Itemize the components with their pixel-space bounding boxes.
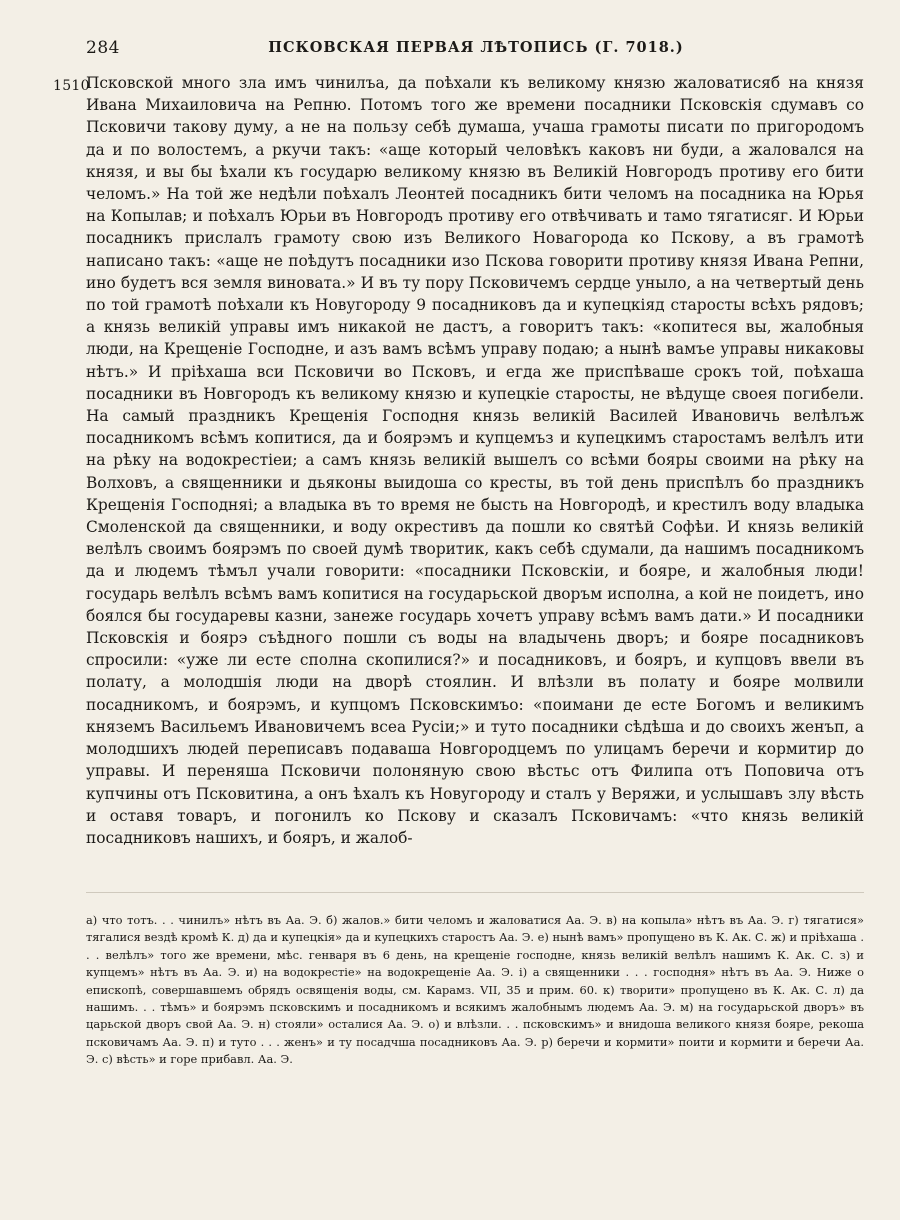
footnote-divider (86, 892, 864, 893)
page-number: 284 (86, 38, 120, 58)
footnote-text: а) что тотъ. . . чинилъ» нѣтъ въ Аа. Э. б) жалов.» бити челомъ и жаловатися Аа. Э. в) на копыла» нѣтъ въ Аа. Э. г) тягатися» тягалися вездѣ кромѣ К. д) да и купецкія» да и купецкихъ старостъ Аа. Э. е) нынѣ вамъ» пропущено въ К. Ак. С. ж) и пріѣхаша . . . велѣлъ» того же времени, мѣс. генваря въ 6 день, на крещеніе господне, князь великій велѣлъ нашимъ К. Ак. С. з) и купцемъ» нѣтъ въ Аа. Э. и) на водокрестіе» на водокрещеніе Аа. Э. і) а священники . . . господня» нѣтъ въ Аа. Э. Ниже о епископѣ, совершавшемъ обрядъ освященія воды, см. Карамз. VII, 35 и прим. 60. к) творити» пропущено въ К. Ак. С. л) да нашимъ. . . тѣмъ» и боярэмъ псковскимъ и посадникомъ и всякимъ жалобнымъ людемъ Аа. Э. м) на государьской дворъ» въ царьской дворъ свой Аа. Э. н) стояли» осталися Аа. Э. о) и влѣзли. . . псковскимъ» и внидоша великого князя бояре, рекоша псковичамъ Аа. Э. п) и туто . . . женъ» и ту посадчша посадниковъ Аа. Э. р) беречи и кормити» поити и кормити и беречи Аа. Э. с) вѣсть» и горе прибавл. Аа. Э. (86, 913, 864, 1067)
year-margin-label: 1510 (53, 78, 90, 94)
running-title: ПСКОВСКАЯ ПЕРВАЯ ЛѢТОПИСЬ (Г. 7018.) (268, 39, 684, 56)
page-header (86, 38, 866, 62)
main-text (86, 72, 864, 849)
main-paragraph: Псковской много зла имъ чинилъа, да поѣхали къ великому князю жаловатисяб на князя Ивана Михаиловича на Репню. Потомъ того же времени посадники Псковскія сдумавъ со Псковичи такову думу, а не на пользу себѣ думаша, учаша грамоты писати по пригородомъ да и по волостемъ, а ркучи такъ: «аще который человѣкъ каковъ ни буди, а жаловался на князя, и вы бы ѣхали къ государю великому князю въ Великій Новгородъ противу его бити челомъ.» На той же недѣли поѣхалъ Леонтей посадникъ бити челомъ на посадника на Юрья на Копылав; и поѣхалъ Юрьи въ Новгородъ противу его отвѣчивать и тамо тягатисяг. И Юрьи посадникъ прислалъ грамоту свою изъ Великого Новагорода ко Пскову, а въ грамотѣ написано такъ: «аще не поѣдутъ посадники изо Пскова говорити противу князя Ивана Репни, ино будетъ вся земля виновата.» И въ ту пору Псковичемъ сердце уныло, а на четвертый день по той грамотѣ поѣхали къ Новугороду 9 посадниковъ да и купецкіяд старосты всѣхъ рядовъ; а князь великій управы имъ никакой не дастъ, а говоритъ такъ: «копитеся вы, жалобныя люди, на Крещеніе Господне, и азъ вамъ всѣмъ управу подаю; а нынѣ вамъе управы никаковы нѣтъ.» И пріѣхаша вси Псковичи во Псковъ, и егда же приспѣваше срокъ той, поѣхаша посадники въ Новгородъ къ великому князю и купецкіе старосты, не вѣдуще своея погибели. На самый праздникъ Крещенія Господня князь великій Василей Ивановичь велѣлъж посадникомъ всѣмъ копитися, да и боярэмъ и купцемъз и купецкимъ старостамъ велѣлъ ити на рѣку на водокрестіеи; а самъ князь великій вышелъ со всѣми бояры своими на рѣку на Волховъ, а священники и дьяконы выидоша со кресты, въ той день приспѣлъ бо праздникъ Крещенія Господняі; а владыка въ то время не бысть на Новгородѣ, и крестилъ воду владыка Смоленской да священники, и воду окрестивъ да пошли ко святѣй Софѣи. И князь великій велѣлъ своимъ боярэмъ по своей думѣ творитик, какъ себѣ сдумали, да нашимъ посадникомъ да и людемъ тѣмъл учали говорити: «посадники Псковскіи, и бояре, и жалобныя люди! государь велѣлъ всѣмъ вамъ копитися на государьской дворъм исполна, а кой не поидетъ, ино боялся бы государевы казни, занеже государь хочетъ управу всѣмъ вамъ дати.» И посадники Псковскія и боярэ съѣдного пошли съ воды на владычень дворъ; и бояре посадниковъ спросили: «уже ли есте сполна скопилися?» и посадниковъ, и бояръ, и купцовъ ввели въ полату, а молодшія люди на дворѣ стоялин. И влѣзли въ полату и бояре молвили посадникомъ, и боярэмъ, и купцомъ Псковскимъо: «поимани де есте Богомъ и великимъ княземъ Васильемъ Ивановичемъ всеа Русіи;» и туто посадники сѣдѣша и до своихъ женъп, а молодшихъ людей переписавъ подаваша Новгородцемъ по улицамъ беречи и кормитир до управы. И переняша Псковичи полоняную свою вѣстьс отъ Филипа отъ Поповича отъ купчины отъ Псковитина, а онъ ѣхалъ къ Новугороду и сталъ у Веряжи, и услышавъ злу вѣсть и оставя товаръ, и погонилъ ко Пскову и сказалъ Псковичамъ: «что князь великій посадниковъ нашихъ, и бояръ, и жалоб- (86, 74, 864, 847)
footnotes (86, 912, 864, 1069)
